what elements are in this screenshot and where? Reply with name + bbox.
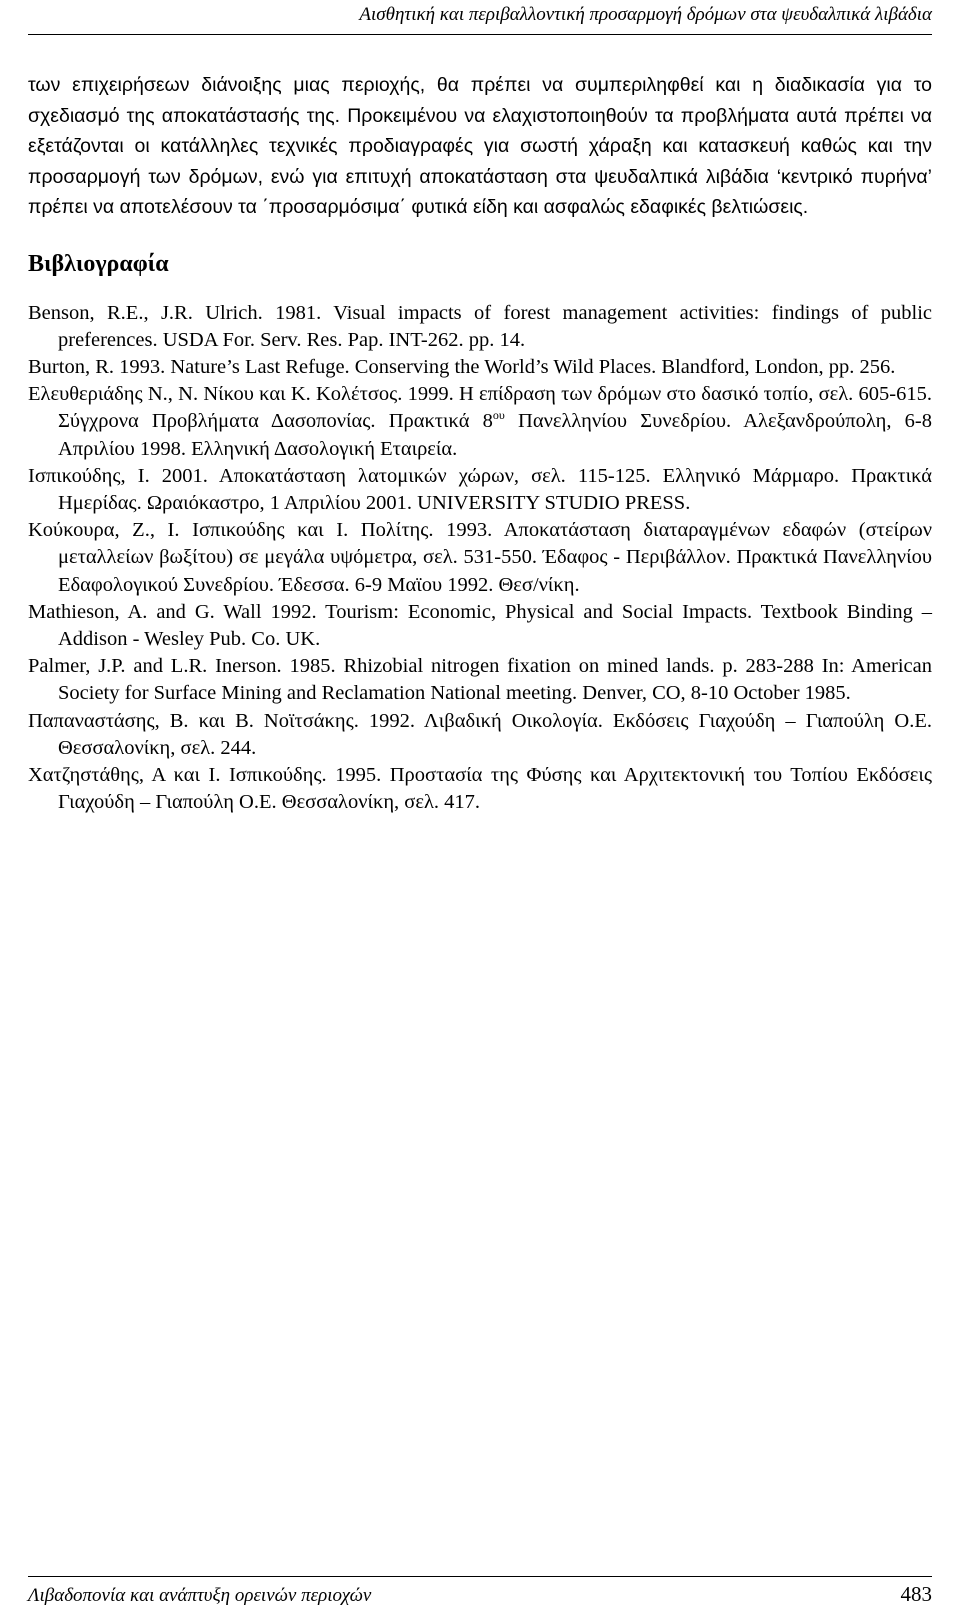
page-number: 483: [900, 1582, 932, 1606]
reference-item: Ελευθεριάδης Ν., Ν. Νίκου και Κ. Κολέτσος. 1999. Η επίδραση των δρόμων στο δασικό τοπίο, σελ. 605-615. Σύγχρονα Προβλήματα Δασοπονίας. Πρακτικά $8^{o\upsilon}$ Πανελληνίου Συνεδρίου. Αλεξανδρούπολη, 6-8 Απριλίου 1998. Ελληνική Δασολογική Εταιρεία.: [28, 383, 932, 460]
reference-item: Χατζηστάθης, Α και Ι. Ισπικούδης. 1995. Προστασία της Φύσης και Αρχιτεκτονική του Τοπίου Εκδόσεις Γιαχούδη – Γιαπούλη Ο.Ε. Θεσσαλονίκη, σελ. 417.: [28, 763, 932, 814]
running-footer-title: Λιβαδοπονία και ανάπτυξη ορεινών περιοχών: [28, 1585, 372, 1606]
reference-item: Palmer, J.P. and L.R. Inerson. 1985. Rhizobial nitrogen fixation on mined lands. p. 283-288 In: American Society for Surface Mining and Reclamation National meeting. Denver, CO, 8-10 October 1985.: [28, 655, 932, 705]
bibliography-heading: Βιβλιογραφία: [28, 250, 169, 277]
reference-item: Κούκουρα, Ζ., Ι. Ισπικούδης και Ι. Πολίτης. 1993. Αποκατάσταση διαταραγμένων εδαφών (στείρων μεταλλείων βωξίτου) σε μεγάλα υψόμετρα, σελ. 531-550. Έδαφος - Περιβάλλον. Πρακτικά Πανελληνίου Εδαφολογικού Συνεδρίου. Έδεσσα. 6-9 Μαϊου 1992. Θεσ/νίκη.: [28, 519, 932, 596]
running-footer: [28, 1576, 932, 1609]
reference-list: [28, 300, 932, 817]
reference-item: Mathieson, A. and G. Wall 1992. Tourism: Economic, Physical and Social Impacts. Textbook Binding – Addison - Wesley Pub. Co. UK.: [28, 600, 932, 650]
intro-paragraph: των επιχειρήσεων διάνοιξης μιας περιοχής, θα πρέπει να συμπεριληφθεί και η διαδικασία για το σχεδιασμό της αποκατάστασής της. Προκειμένου να ελαχιστοποιηθούν τα προβλήματα αυτά πρέπει να εξετάζονται οι κατάλληλες τεχνικές προδιαγραφές για σωστή χάραξη και κατασκευή καθώς και την προσαρμογή των δρόμων, ενώ για επιτυχή αποκατάσταση στα ψευδαλπικά λιβάδια ‘κεντρικό πυρήνα’ πρέπει να αποτελέσουν τα ΄προσαρμόσιμα΄ φυτικά είδη και ασφαλώς εδαφικές βελτιώσεις.: [28, 74, 932, 218]
reference-item: Παπαναστάσης, Β. και Β. Νοϊτσάκης. 1992. Λιβαδική Οικολογία. Εκδόσεις Γιαχούδη – Γιαπούλη Ο.Ε. Θεσσαλονίκη, σελ. 244.: [28, 709, 932, 759]
running-header: [28, 2, 932, 35]
reference-item: Burton, R. 1993. Nature’s Last Refuge. Conserving the World’s Wild Places. Blandford, London, pp. 256.: [28, 355, 896, 378]
ordinal-superscript: ου: [492, 408, 505, 423]
running-header-title: Αισθητική και περιβαλλοντική προσαρμογή δρόμων στα ψευδαλπικά λιβάδια: [359, 4, 932, 25]
page-body: [28, 70, 932, 816]
reference-item: Ισπικούδης, Ι. 2001. Αποκατάσταση λατομικών χώρων, σελ. 115-125. Ελληνικό Μάρμαρο. Πρακτικά Ημερίδας. Ωραιόκαστρο, 1 Απριλίου 2001. UNIVERSITY STUDIO PRESS.: [28, 464, 932, 514]
reference-item: Benson, R.E., J.R. Ulrich. 1981. Visual impacts of forest management activities: findings of public preferences. USDA For. Serv. Res. Pap. INT-262. pp. 14.: [28, 301, 932, 351]
